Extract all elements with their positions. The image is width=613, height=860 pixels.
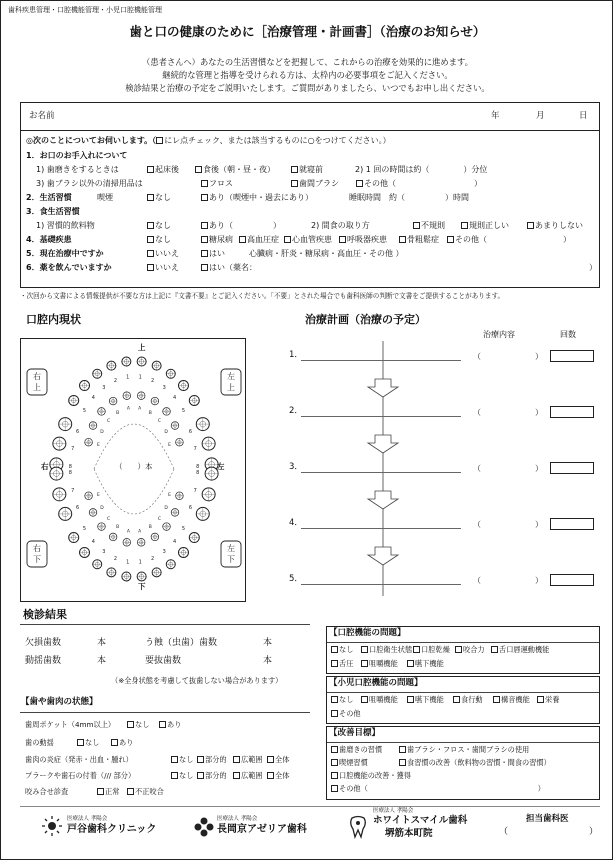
checkbox[interactable] xyxy=(159,721,166,728)
tooth-number: 2 xyxy=(150,378,155,385)
management-type-note: 歯科疾患管理・口腔機能管理・小児口腔機能管理 xyxy=(8,6,162,14)
goal-opt[interactable]: 食習慣の改善（飲料物の習慣・間食の習慣） xyxy=(399,759,551,767)
checkbox[interactable] xyxy=(77,739,84,746)
checkbox[interactable] xyxy=(239,236,246,243)
checkbox[interactable] xyxy=(361,660,368,667)
quadrant-label: 上 xyxy=(33,383,41,392)
month-label: 月 xyxy=(536,111,545,121)
col-content: 治療内容 xyxy=(483,330,515,339)
clinic3-name-a: ホワイトスマイル歯科 xyxy=(373,815,468,826)
tooth-letter: A xyxy=(126,406,130,412)
tooth-number: 6 xyxy=(188,429,193,436)
checkbox[interactable] xyxy=(147,250,154,257)
perio-title: 【歯や歯肉の状態】 xyxy=(21,697,98,707)
checkbox[interactable] xyxy=(201,222,208,229)
q3-heading: 3．食生活習慣 xyxy=(26,207,80,216)
clinic2-corp: 医療法人 孝陽会 xyxy=(217,816,258,822)
tooth-number: 8 xyxy=(68,463,72,470)
q1-heading: 1．お口のお手入れについて xyxy=(26,151,128,160)
goal-opt[interactable]: 歯ブラシ・フロス・歯間ブラシの使用 xyxy=(399,746,529,754)
quadrant-label: 下 xyxy=(227,555,235,564)
tooth-number: 5 xyxy=(82,408,87,415)
oral-func-opt[interactable]: 口腔乾燥 xyxy=(413,646,450,654)
q5-detail: 心臓病・肝炎・糖尿病・高血圧・その他 ） xyxy=(249,249,404,258)
intro-line: 継続的な管理と指導を受けられる方は、太枠内の必要事項をご記入ください。 xyxy=(162,70,453,80)
quadrant-label: 下 xyxy=(33,555,41,564)
checkbox[interactable] xyxy=(291,166,298,173)
q4-opt[interactable]: 骨粗鬆症 xyxy=(399,235,439,244)
tooth-letter: D xyxy=(164,430,168,436)
intro-line: 検診結果と治療の予定をご説明いたします。ご質問がありましたら、いつでもお申し出ください。 xyxy=(125,83,490,93)
plan-item-number: 1． xyxy=(289,350,303,360)
flower-logo-icon xyxy=(194,817,214,837)
instruction: ◎次のことについてお伺いします。（ にレ点チェック、または該当するものに○をつけてください。） xyxy=(26,136,391,145)
tooth-letter: B xyxy=(148,410,152,416)
left-label: 左 xyxy=(217,462,225,471)
checkbox[interactable] xyxy=(201,264,208,271)
q4-opt[interactable]: なし xyxy=(147,235,171,244)
oral-func-opt[interactable]: なし xyxy=(331,646,353,654)
plan-line xyxy=(301,472,461,473)
gum-label: 歯肉の炎症（発赤・出血・腫れ） xyxy=(25,755,133,764)
checkbox[interactable] xyxy=(171,772,178,779)
tooth-letter: D xyxy=(164,505,168,511)
tooth-number: 8 xyxy=(196,463,200,470)
plan-item-number: 2． xyxy=(289,406,303,416)
oral-func-opt[interactable]: 咬合力 xyxy=(455,646,485,654)
q1-1-opt[interactable]: 食後（朝・昼・夜） xyxy=(195,165,275,174)
gum-opt[interactable]: 部分的 xyxy=(197,756,227,764)
quadrant-label: 左 xyxy=(227,372,235,381)
tooth-count-center: （ ）本 xyxy=(115,462,153,471)
down-arrow-icon xyxy=(368,435,398,453)
plan-paren-close: ） xyxy=(535,408,543,417)
checkbox[interactable] xyxy=(97,788,104,795)
q2-smoke-label: 喫煙 xyxy=(97,193,113,202)
page-title: 歯と口の健康のために［治療管理・計画書］（治療のお知らせ） xyxy=(129,24,486,39)
pocket-opt[interactable]: なし xyxy=(127,721,149,729)
checkbox[interactable] xyxy=(331,746,338,753)
checkbox[interactable] xyxy=(331,646,338,653)
child-func-opt[interactable]: 構音機能 xyxy=(493,696,530,704)
child-func-opt[interactable]: 咀嚼機能 xyxy=(361,696,398,704)
q4-opt[interactable]: 糖尿病 xyxy=(201,235,233,244)
tooth-number: 4 xyxy=(173,538,177,545)
q1-1-opt[interactable]: 起床後 xyxy=(147,165,179,174)
goal-opt[interactable]: その他（ ） xyxy=(331,785,545,793)
extract-unit: 本 xyxy=(263,656,273,666)
doctor-paren-open: （ xyxy=(499,827,509,837)
plan-line xyxy=(301,416,461,417)
intro-line: （患者さんへ）あなたの生活習慣などを把握して、これからの治療を効果的に進めます。 xyxy=(142,57,473,67)
checkbox[interactable] xyxy=(361,646,368,653)
col-times: 回数 xyxy=(560,330,576,339)
plan-line xyxy=(301,360,461,361)
plaque-label: プラークや歯石の付着（/// 部分） xyxy=(25,771,136,780)
q4-opt[interactable]: 呼吸器疾患 xyxy=(339,235,387,244)
checkbox[interactable] xyxy=(331,710,338,717)
gum-opt[interactable]: 広範囲 xyxy=(233,756,263,764)
quadrant-label: 右 xyxy=(33,544,41,553)
q5-opt[interactable]: はい xyxy=(201,249,225,258)
tooth-letter: E xyxy=(97,492,100,498)
q4-heading: 4．基礎疾患 xyxy=(26,235,72,244)
sun-logo-icon xyxy=(41,815,63,837)
tooth-number: 2 xyxy=(113,378,118,385)
q3-2-opt[interactable]: 規則正しい xyxy=(461,221,509,230)
tooth-number: 2 xyxy=(150,555,155,562)
tooth-logo-icon xyxy=(348,815,368,839)
tooth-number: 7 xyxy=(193,487,197,494)
clinic3-name-b: 堺筋本町院 xyxy=(385,828,433,839)
right-label: 右 xyxy=(41,462,49,471)
plaque-opt[interactable]: 部分的 xyxy=(197,772,227,780)
q6-heading: 6．薬を飲んでいますか xyxy=(26,263,112,272)
intro-text xyxy=(1,56,613,95)
plan-item-number: 5． xyxy=(289,574,303,584)
checkbox[interactable] xyxy=(407,660,414,667)
checkbox[interactable] xyxy=(461,222,468,229)
tooth-letter: E xyxy=(168,492,171,498)
checkbox[interactable] xyxy=(201,180,208,187)
clinic1-logo xyxy=(41,815,63,837)
q2-opt[interactable]: あり（喫煙中・過去にあり） xyxy=(201,193,313,202)
plan-content-field[interactable] xyxy=(481,517,533,531)
plan-paren-open: （ xyxy=(473,520,481,529)
child-func-title: 【小児口腔機能の問題】 xyxy=(329,678,423,688)
checkbox[interactable] xyxy=(201,236,208,243)
checkbox[interactable] xyxy=(197,756,204,763)
checkbox-sample xyxy=(156,137,163,144)
bite-opt[interactable]: 不正咬合 xyxy=(127,788,164,796)
tooth-letter: A xyxy=(138,529,142,535)
checkbox[interactable] xyxy=(331,660,338,667)
checkbox[interactable] xyxy=(399,236,406,243)
tooth-letter: B xyxy=(116,525,120,531)
checkbox[interactable] xyxy=(399,759,406,766)
plan-section-title: 治療計画（治療の予定） xyxy=(305,313,426,326)
tooth-letter: D xyxy=(100,430,104,436)
goal-opt[interactable]: 歯磨きの習慣 xyxy=(331,746,382,754)
child-func-opt[interactable]: 栄養 xyxy=(537,696,559,704)
lower-label: 下 xyxy=(138,582,146,591)
checkbox[interactable] xyxy=(527,222,534,229)
plan-paren-close: ） xyxy=(535,464,543,473)
checkbox[interactable] xyxy=(453,696,460,703)
tooth-letter: B xyxy=(148,525,152,531)
checkbox[interactable] xyxy=(491,646,498,653)
tooth-letter: E xyxy=(97,443,100,449)
checkbox[interactable] xyxy=(413,646,420,653)
q5-heading: 5．現在治療中ですか xyxy=(26,249,104,258)
q2-opt[interactable]: なし xyxy=(147,193,171,202)
plan-paren-open: （ xyxy=(473,408,481,417)
quadrant-label: 上 xyxy=(227,383,235,392)
mobility-opt[interactable]: あり xyxy=(111,739,133,747)
plan-paren-close: ） xyxy=(535,520,543,529)
tooth-letter: C xyxy=(157,517,162,523)
tooth-number: 4 xyxy=(91,538,95,545)
tooth-number: 1 xyxy=(126,374,130,381)
tooth-number: 3 xyxy=(162,384,166,391)
tooth-letter: A xyxy=(138,406,142,412)
oral-section-title: 口腔内現状 xyxy=(26,313,81,326)
checkbox[interactable] xyxy=(197,772,204,779)
caries-unit: 本 xyxy=(263,638,273,648)
oral-func-opt[interactable]: 嚥下機能 xyxy=(407,660,444,668)
checkbox[interactable] xyxy=(195,166,202,173)
checkbox[interactable] xyxy=(171,756,178,763)
checkbox[interactable] xyxy=(127,721,134,728)
checkbox[interactable] xyxy=(201,250,208,257)
tooth-number: 7 xyxy=(71,487,75,494)
q1-1-row: 1) 歯磨きをするときは xyxy=(36,165,119,174)
q1-1-opt[interactable]: 就寝前 xyxy=(291,165,323,174)
name-label: お名前 xyxy=(29,111,55,121)
checkbox[interactable] xyxy=(447,236,454,243)
checkbox[interactable] xyxy=(233,756,240,763)
child-func-opt[interactable]: なし xyxy=(331,696,353,704)
checkbox[interactable] xyxy=(201,194,208,201)
tooth-number: 7 xyxy=(71,446,75,453)
goal-opt[interactable]: 口腔機能の改善・獲得 xyxy=(331,772,411,780)
mobile-unit: 本 xyxy=(97,656,107,666)
bite-opt[interactable]: 正常 xyxy=(97,788,119,796)
clinic3-corp: 医療法人 孝陽会 xyxy=(373,808,414,814)
tooth-letter: B xyxy=(116,410,120,416)
oral-func-box xyxy=(326,626,600,674)
oral-chart-frame xyxy=(20,338,246,602)
q4-opt[interactable]: 心血管疾患 xyxy=(284,235,332,244)
q1-2-row: 2) 1 回の時間は約（ ）分位 xyxy=(355,165,488,174)
q3-1-opt[interactable]: あり（ ） xyxy=(201,221,281,230)
child-func-box xyxy=(326,676,600,724)
doctor-name-field[interactable] xyxy=(511,825,587,841)
arch-guide xyxy=(94,469,174,514)
checkbox[interactable] xyxy=(413,222,420,229)
questionnaire-box xyxy=(20,102,600,288)
child-func-opt[interactable]: その他 xyxy=(331,710,361,718)
tooth-letter: A xyxy=(126,529,130,535)
checkbox[interactable] xyxy=(111,739,118,746)
plan-times-box[interactable] xyxy=(550,350,594,362)
gum-opt[interactable]: 全体 xyxy=(267,756,289,764)
checkbox[interactable] xyxy=(147,236,154,243)
upper-label: 上 xyxy=(138,343,146,352)
missing-label: 欠損歯数 xyxy=(25,638,62,648)
name-field[interactable] xyxy=(83,107,483,125)
tooth-number: 5 xyxy=(82,525,87,532)
pocket-opt[interactable]: あり xyxy=(159,721,181,729)
plan-times-box[interactable] xyxy=(550,406,594,418)
pocket-label: 歯周ポケット（4mm以上） xyxy=(25,720,116,729)
checkbox[interactable] xyxy=(147,264,154,271)
tooth-number: 1 xyxy=(138,559,142,566)
plan-times-box[interactable] xyxy=(550,518,594,530)
plan-paren-close: ） xyxy=(535,576,543,585)
tooth-number: 7 xyxy=(193,446,197,453)
oral-func-opt[interactable]: 舌圧 xyxy=(331,660,353,668)
tooth-number: 4 xyxy=(91,395,95,402)
tooth-number: 8 xyxy=(68,470,72,477)
clinic3-logo xyxy=(348,815,368,839)
plan-paren-open: （ xyxy=(473,352,481,361)
down-arrow-icon xyxy=(368,379,398,397)
q3-2-label: 2) 間食の取り方 xyxy=(311,221,370,230)
q2-sleep: 睡眠時間 約（ ）時間 xyxy=(349,193,469,202)
q3-2-opt[interactable]: 不規則 xyxy=(413,221,445,230)
gum-opt[interactable]: なし xyxy=(171,756,193,764)
plan-times-box[interactable] xyxy=(550,574,594,586)
tooth-number: 6 xyxy=(75,429,80,436)
child-func-opt[interactable]: 嚥下機能 xyxy=(407,696,444,704)
checkbox[interactable] xyxy=(147,194,154,201)
tooth-number: 1 xyxy=(126,559,130,566)
q2-heading: 2．生活習慣 xyxy=(26,193,72,202)
q3-1-label: 1) 習慣的飲料物 xyxy=(36,221,95,230)
q6-opt[interactable]: はい（薬名： xyxy=(201,263,257,272)
checkbox[interactable] xyxy=(399,746,406,753)
tooth-number: 8 xyxy=(196,470,200,477)
clinic2-logo xyxy=(194,817,214,837)
bite-label: 咬み合せ診査 xyxy=(25,787,69,796)
tooth-number: 3 xyxy=(162,549,166,556)
checkbox[interactable] xyxy=(331,772,338,779)
mobility-opt[interactable]: なし xyxy=(77,739,99,747)
oral-func-title: 【口腔機能の問題】 xyxy=(329,628,406,638)
q6-opt[interactable]: いいえ xyxy=(147,263,179,272)
doctor-paren-close: ） xyxy=(589,827,599,837)
tooth-letter: C xyxy=(157,418,162,424)
checkbox[interactable] xyxy=(284,236,291,243)
tooth-number: 5 xyxy=(181,525,186,532)
quadrant-label: 左 xyxy=(227,544,235,553)
checkbox[interactable] xyxy=(361,696,368,703)
tooth-letter: D xyxy=(100,505,104,511)
clinic1-name: 戸谷歯科クリニック xyxy=(67,824,157,835)
checkbox[interactable] xyxy=(331,759,338,766)
oral-func-opt[interactable]: 口腔衛生状態 xyxy=(361,646,412,654)
quadrant-label: 右 xyxy=(33,372,41,381)
plaque-opt[interactable]: 全体 xyxy=(267,772,289,780)
tooth-number: 3 xyxy=(102,384,106,391)
tooth-number: 6 xyxy=(188,504,193,511)
q3-1-opt[interactable]: なし xyxy=(147,221,171,230)
plan-content-field[interactable] xyxy=(481,461,533,475)
checkbox[interactable] xyxy=(331,785,338,792)
plan-times-box[interactable] xyxy=(550,462,594,474)
q1-3-row: 3) 歯ブラシ以外の清掃用品は xyxy=(36,179,143,188)
q1-3-opt[interactable]: 歯間ブラシ xyxy=(291,179,339,188)
clinic1-corp: 医療法人 孝陽会 xyxy=(67,816,108,822)
checkbox[interactable] xyxy=(147,166,154,173)
plan-line xyxy=(301,584,461,585)
checkbox[interactable] xyxy=(291,180,298,187)
plan-content-field[interactable] xyxy=(481,573,533,587)
plan-item-number: 4． xyxy=(289,518,303,528)
tooth-number: 1 xyxy=(138,374,142,381)
mobility-label: 歯の動揺 xyxy=(25,738,54,747)
q4-opt[interactable]: その他（ ） xyxy=(447,235,571,244)
plan-content-field[interactable] xyxy=(481,349,533,363)
goals-title: 【改善目標】 xyxy=(329,728,381,738)
plan-item-number: 3． xyxy=(289,462,303,472)
down-arrow-icon xyxy=(368,547,398,565)
tooth-letter: E xyxy=(168,443,171,449)
checkbox[interactable] xyxy=(267,756,274,763)
q5-opt[interactable]: いいえ xyxy=(147,249,179,258)
oral-func-opt[interactable]: 舌口唇運動機能 xyxy=(491,646,549,654)
checkbox[interactable] xyxy=(331,696,338,703)
exam-note: （※全身状態を考慮して抜歯しない場合があります） xyxy=(111,676,283,685)
checkbox[interactable] xyxy=(407,696,414,703)
plaque-opt[interactable]: 広範囲 xyxy=(233,772,263,780)
missing-unit: 本 xyxy=(97,638,107,648)
plan-paren-close: ） xyxy=(535,352,543,361)
plaque-opt[interactable]: なし xyxy=(171,772,193,780)
checkbox[interactable] xyxy=(537,696,544,703)
checkbox[interactable] xyxy=(455,646,462,653)
exam-section-title: 検診結果 xyxy=(23,608,67,621)
tooth-number: 2 xyxy=(113,555,118,562)
plan-line xyxy=(301,528,461,529)
doctor-label: 担当歯科医 xyxy=(526,814,569,824)
down-arrow-icon xyxy=(368,491,398,509)
tooth-number: 3 xyxy=(102,549,106,556)
tooth-letter: C xyxy=(106,418,111,424)
year-label: 年 xyxy=(491,111,500,121)
q3-2-opt[interactable]: あまりしない xyxy=(527,221,583,230)
q1-3-opt[interactable]: フロス xyxy=(201,179,233,188)
q4-opt[interactable]: 高血圧症 xyxy=(239,235,279,244)
checkbox[interactable] xyxy=(267,772,274,779)
tooth-number: 6 xyxy=(75,504,80,511)
checkbox[interactable] xyxy=(493,696,500,703)
q6-close: ） xyxy=(589,263,597,272)
oral-func-opt[interactable]: 咀嚼機能 xyxy=(361,660,398,668)
checkbox[interactable] xyxy=(233,772,240,779)
caries-label: う蝕（虫歯）歯数 xyxy=(145,638,218,648)
checkbox[interactable] xyxy=(356,180,363,187)
checkbox[interactable] xyxy=(127,788,134,795)
plan-paren-open: （ xyxy=(473,576,481,585)
child-func-opt[interactable]: 食行動 xyxy=(453,696,483,704)
plan-content-field[interactable] xyxy=(481,405,533,419)
mobile-label: 動揺歯数 xyxy=(25,656,62,666)
tooth-number: 4 xyxy=(173,395,177,402)
goal-opt[interactable]: 喫煙習慣 xyxy=(331,759,368,767)
plan-paren-open: （ xyxy=(473,464,481,473)
tooth-number: 5 xyxy=(181,408,186,415)
day-label: 日 xyxy=(579,111,588,121)
extract-label: 要抜歯数 xyxy=(145,656,182,666)
goals-box xyxy=(326,726,600,800)
clinic2-name: 長岡京アゼリア歯科 xyxy=(217,824,307,835)
q1-3-opt[interactable]: その他（ ） xyxy=(356,179,482,188)
checkbox[interactable] xyxy=(147,222,154,229)
tooth-letter: C xyxy=(106,517,111,523)
document-notice: ・次回から文書による情報提供が不要な方は上記に『文書不要』とご記入ください。「不要」とされた場合でも歯科医師の判断で文書をご提供することがあります。 xyxy=(20,292,505,300)
checkbox[interactable] xyxy=(339,236,346,243)
